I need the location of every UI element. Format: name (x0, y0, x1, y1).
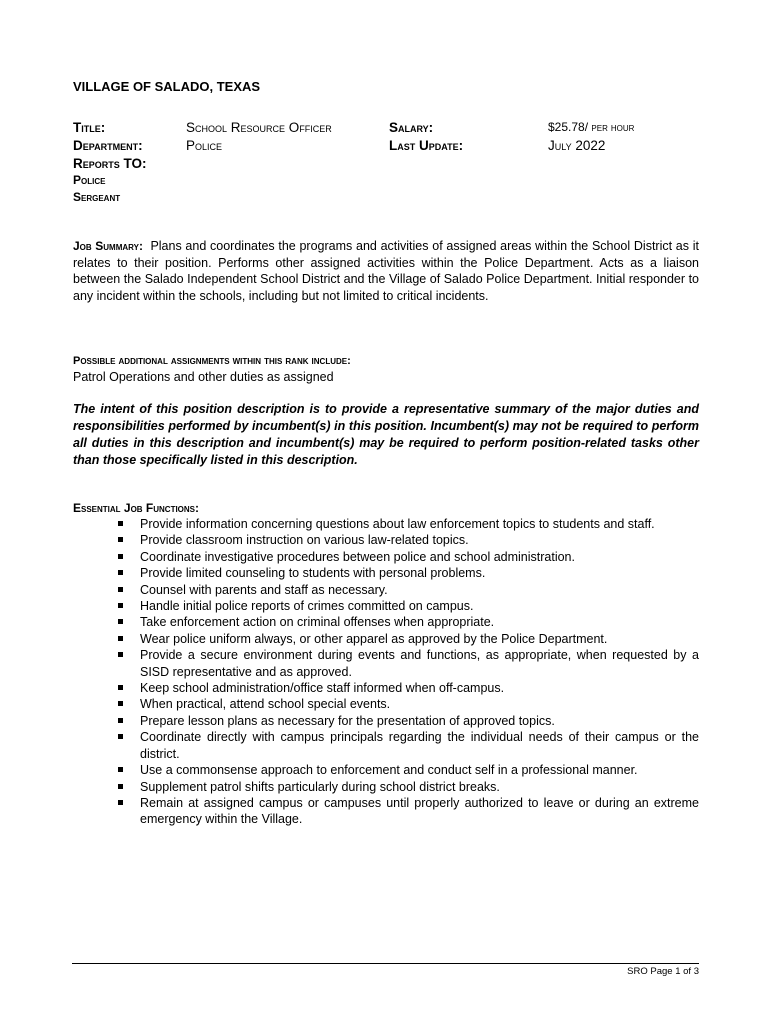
list-item: Handle initial police reports of crimes committed on campus. (73, 598, 699, 614)
list-item: Prepare lesson plans as necessary for the presentation of approved topics. (73, 713, 699, 729)
job-summary-label: Job Summary: (73, 239, 143, 253)
essential-functions-list (73, 516, 699, 828)
list-item: Supplement patrol shifts particularly during school district breaks. (73, 779, 699, 795)
job-summary (73, 238, 699, 304)
bullet-icon (118, 603, 123, 608)
bullet-icon (118, 619, 123, 624)
reports-to-label: Reports TO: (73, 156, 147, 171)
list-item: Counsel with parents and staff as necessary. (73, 582, 699, 598)
bullet-icon (118, 701, 123, 706)
possible-assignments-text: Patrol Operations and other duties as assigned (73, 370, 334, 384)
list-item: Keep school administration/office staff informed when off-campus. (73, 680, 699, 696)
footer-divider (72, 963, 699, 964)
department-label: Department: (73, 138, 143, 153)
list-item: When practical, attend school special events. (73, 696, 699, 712)
bullet-icon (118, 685, 123, 690)
title-label: Title: (73, 120, 106, 135)
list-item: Provide limited counseling to students with personal problems. (73, 565, 699, 581)
intent-statement: The intent of this position description is to provide a representative summary of the major duties and responsibilities performed by incumbent(s) in this position. Incumbent(s) may not be required to perform all duties in this description and incumbent(s) may be required to perform position-related tasks other than those specifically listed in this description. (73, 402, 699, 467)
bullet-icon (118, 652, 123, 657)
list-item: Use a commonsense approach to enforcement and conduct self in a professional manner. (73, 762, 699, 778)
page-footer: SRO Page 1 of 3 (627, 966, 699, 977)
salary-label: Salary: (389, 120, 434, 135)
document-heading: VILLAGE OF SALADO, TEXAS (73, 79, 261, 94)
essential-functions-label: Essential Job Functions: (73, 501, 200, 515)
last-update-value: July 2022 (548, 138, 606, 153)
bullet-icon (118, 521, 123, 526)
list-item: Take enforcement action on criminal offenses when appropriate. (73, 614, 699, 630)
bullet-icon (118, 554, 123, 559)
list-item: Provide classroom instruction on various law-related topics. (73, 532, 699, 548)
bullet-icon (118, 587, 123, 592)
bullet-icon (118, 767, 123, 772)
reports-to-value-line2: Sergeant (73, 190, 121, 204)
essential-functions (73, 500, 699, 828)
salary-unit: per hour (591, 122, 635, 134)
bullet-icon (118, 734, 123, 739)
list-item: Provide information concerning questions about law enforcement topics to students and staff. (73, 516, 699, 532)
salary-amount: $25.78/ (548, 120, 589, 134)
bullet-icon (118, 784, 123, 789)
list-item: Wear police uniform always, or other apparel as approved by the Police Department. (73, 631, 699, 647)
bullet-icon (118, 636, 123, 641)
bullet-icon (118, 800, 123, 805)
last-update-label: Last Update: (389, 138, 464, 153)
salary-value (548, 119, 634, 137)
bullet-icon (118, 570, 123, 575)
possible-assignments-label: Possible additional assignments within this rank include: (73, 355, 351, 367)
list-item: Coordinate investigative procedures between police and school administration. (73, 549, 699, 565)
list-item: Remain at assigned campus or campuses until properly authorized to leave or during an extreme emergency within the Village. (73, 795, 699, 828)
bullet-icon (118, 537, 123, 542)
department-value: Police (186, 138, 223, 153)
reports-to-value-line1: Police (73, 173, 106, 187)
title-value: School Resource Officer (186, 120, 332, 135)
list-item: Coordinate directly with campus principals regarding the individual needs of their campus or the district. (73, 729, 699, 762)
job-summary-text: Plans and coordinates the programs and activities of assigned areas within the School District as it relates to their position. Performs other assigned activities within the Police Department. Acts as a liaison between the Salado Independent School District and the Village of Salado Police Department. Initial responder to any incident within the schools, including but not limited to critical incidents. (73, 239, 699, 303)
bullet-icon (118, 718, 123, 723)
list-item: Provide a secure environment during events and functions, as appropriate, when requested by a SISD representative and as approved. (73, 647, 699, 680)
possible-assignments (73, 353, 699, 385)
